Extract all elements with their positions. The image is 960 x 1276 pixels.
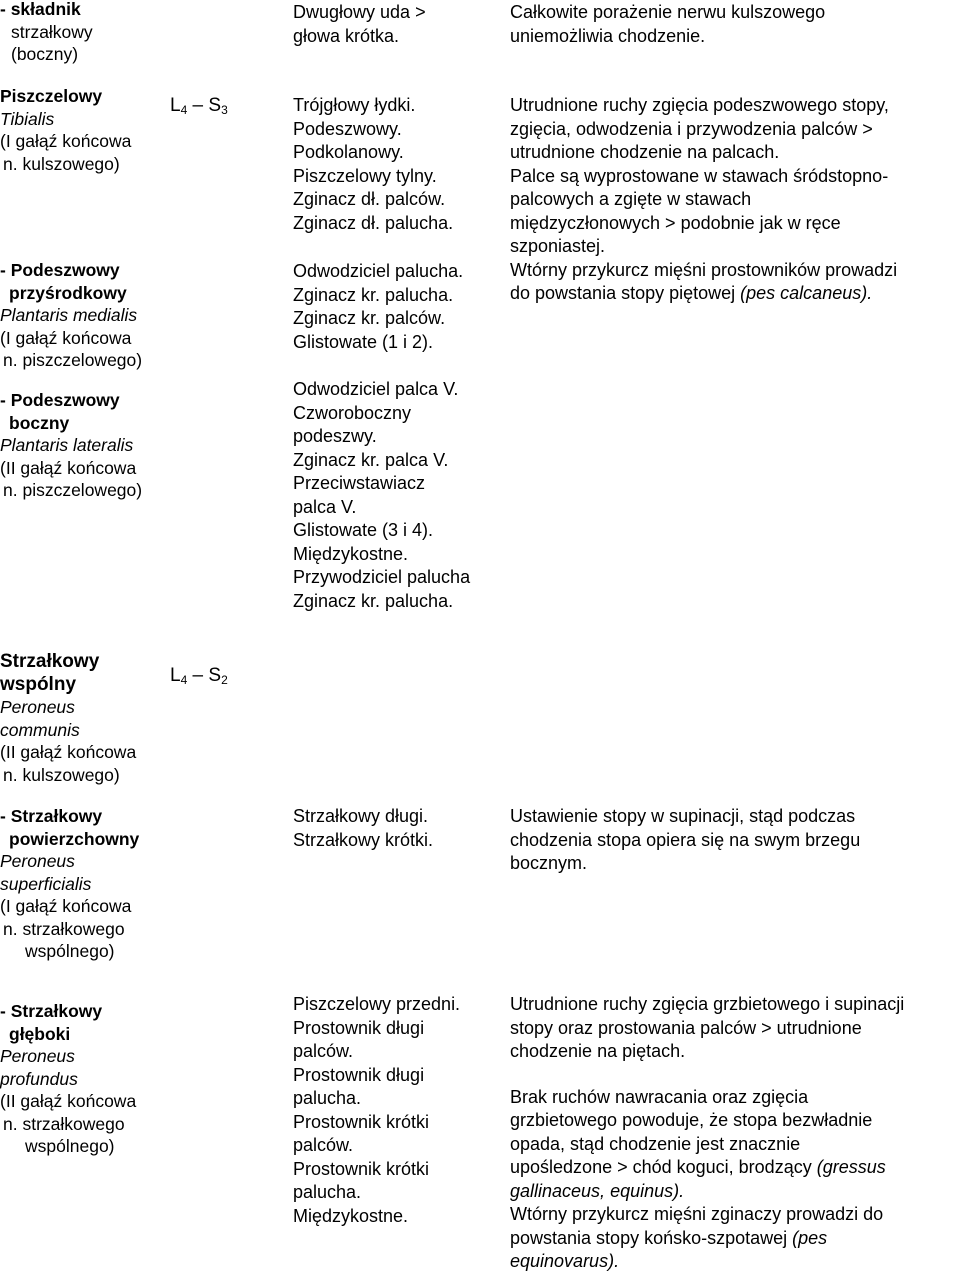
nerve-cell-deep-peroneal	[0, 1000, 136, 1158]
nerve-latin-name: Tibialis	[0, 108, 55, 129]
nerve-name-cont: głęboki	[9, 1023, 71, 1044]
nerve-latin-name: Plantaris lateralis	[0, 435, 134, 455]
nerve-name: - składnik	[0, 0, 81, 19]
muscle-item: Przywodziciel palucha	[293, 567, 471, 587]
nerve-name-cont: strzałkowy	[11, 21, 93, 42]
deficit-line: grzbietowego powoduje, że stopa bezwładnie	[510, 1110, 873, 1130]
nerve-origin-cont: wspólnego)	[25, 941, 115, 961]
muscle-item: Odwodziciel palucha.	[293, 261, 464, 281]
muscle-item: Dwugłowy uda >	[293, 2, 426, 22]
deficit-line: equinovarus).	[510, 1251, 620, 1271]
nerve-latin-name-cont: superficialis	[0, 873, 92, 894]
deficit-line: szponiastej.	[510, 236, 606, 256]
muscle-item: podeszwy.	[293, 426, 377, 446]
muscles-cell-lateral-plantar	[293, 378, 470, 613]
muscle-item: Zginacz kr. palucha.	[293, 284, 454, 305]
segment-label: $L_4 - S_3$	[170, 95, 228, 117]
deficit-line: Palce są wyprostowane w stawach śródstopno-	[510, 165, 889, 186]
muscle-item: Glistowate (3 i 4).	[293, 520, 434, 540]
deficit-line: Brak ruchów nawracania oraz zgięcia	[510, 1086, 809, 1107]
deficit-line: Całkowite porażenie nerwu kulszowego	[510, 2, 826, 22]
muscle-item: Prostownik krótki	[293, 1111, 430, 1132]
muscle-item: Odwodziciel palca V.	[293, 379, 459, 399]
deficit-line: stopy oraz prostowania palców > utrudnione	[510, 1017, 862, 1038]
nerve-origin: (II gałąź końcowa	[0, 1091, 137, 1111]
deficit-line: utrudnione chodzenie na palcach.	[510, 142, 780, 162]
deficit-line: zgięcia, odwodzenia i przywodzenia palców >	[510, 118, 873, 139]
segment-label: $L_4 - S_2$	[170, 665, 228, 687]
muscle-item: Piszczelowy przedni.	[293, 994, 461, 1014]
muscle-item: Przeciwstawiacz	[293, 473, 426, 493]
muscle-item: palca V.	[293, 496, 357, 517]
nerve-cell-medial-plantar	[0, 259, 142, 372]
muscle-item: Podkolanowy.	[293, 142, 404, 162]
nerve-latin-name-cont: communis	[0, 719, 80, 740]
deficit-line: Wtórny przykurcz mięśni zginaczy prowadzi do	[510, 1204, 884, 1224]
nerve-latin-name: Peroneus	[0, 851, 75, 871]
nerve-origin: (II gałąź końcowa	[0, 742, 137, 762]
nerve-origin-cont: n. kulszowego)	[3, 153, 120, 174]
muscle-item: Prostownik długi	[293, 1017, 425, 1038]
nerve-origin: (I gałąź końcowa	[0, 896, 132, 916]
deficit-line: Utrudnione ruchy zgięcia grzbietowego i supinacji	[510, 994, 905, 1014]
deficit-line: chodzenia stopa opiera się na swym brzegu	[510, 829, 861, 850]
muscle-item: Zginacz dł. palucha.	[293, 212, 454, 233]
muscle-item: Piszczelowy tylny.	[293, 165, 437, 186]
muscle-item: Zginacz kr. palca V.	[293, 449, 449, 470]
deficit-line: opada, stąd chodzenie jest znacznie	[510, 1133, 801, 1154]
nerve-origin-cont: n. piszczelowego)	[3, 480, 143, 500]
muscle-item: Trójgłowy łydki.	[293, 95, 416, 115]
nerve-origin-cont: n. strzałkowego	[3, 1113, 125, 1134]
muscle-item: Podeszwowy.	[293, 118, 402, 139]
muscles-cell-lateral-component	[293, 1, 426, 48]
deficit-line: międzyczłonowych > podobnie jak w ręce	[510, 212, 841, 233]
deficit-line: gallinaceus, equinus).	[510, 1180, 685, 1201]
muscles-cell-deep-peroneal	[293, 993, 460, 1228]
muscle-item: Zginacz kr. palucha.	[293, 590, 454, 611]
muscle-item: Glistowate (1 i 2).	[293, 331, 434, 352]
segment-cell-tibial	[170, 94, 228, 117]
muscles-cell-tibial	[293, 94, 453, 235]
nerve-origin: (II gałąź końcowa	[0, 457, 137, 478]
muscle-item: głowa krótka.	[293, 25, 400, 46]
muscle-item: palucha.	[293, 1088, 362, 1108]
deficit-line: palcowych a zgięte w stawach	[510, 189, 752, 209]
muscle-item: Prostownik krótki	[293, 1158, 430, 1179]
muscle-item: palców.	[293, 1041, 354, 1061]
nerve-name-cont: powierzchowny	[9, 828, 140, 849]
deficit-line: upośledzone > chód koguci, brodzący (gressus	[510, 1157, 886, 1177]
muscle-item: Prostownik długi	[293, 1064, 425, 1085]
nerve-name-cont: boczny	[9, 412, 70, 433]
deficit-line: do powstania stopy piętowej (pes calcaneus).	[510, 283, 873, 303]
nerve-name: Piszczelowy	[0, 86, 103, 106]
deficit-line: Utrudnione ruchy zgięcia podeszwowego stopy,	[510, 95, 889, 115]
muscle-item: Międzykostne.	[293, 543, 409, 564]
nerve-name-cont: przyśrodkowy	[9, 282, 127, 303]
nerve-name: - Podeszwowy	[0, 260, 120, 280]
nerve-latin-name: Peroneus	[0, 1046, 75, 1066]
deficit-line: powstania stopy końsko-szpotawej (pes	[510, 1227, 828, 1248]
muscles-cell-medial-plantar	[293, 260, 463, 354]
nerve-name: Strzałkowy	[0, 651, 100, 672]
deficit-cell-superficial-peroneal	[510, 805, 860, 876]
nerve-cell-lateral-component	[0, 0, 93, 66]
nerve-origin-cont: n. piszczelowego)	[3, 350, 143, 370]
nerve-cell-superficial-peroneal	[0, 805, 139, 963]
segment-cell-common-peroneal	[170, 664, 228, 687]
muscles-cell-superficial-peroneal	[293, 805, 433, 852]
muscle-item: Strzałkowy długi.	[293, 806, 429, 826]
paragraph-gap	[510, 1064, 904, 1086]
nerve-origin: (I gałąź końcowa	[0, 131, 132, 151]
deficit-line: bocznym.	[510, 853, 588, 873]
deficit-line: Ustawienie stopy w supinacji, stąd podczas	[510, 806, 856, 826]
nerve-cell-tibial	[0, 85, 131, 175]
muscle-item: palców.	[293, 1135, 354, 1155]
deficit-line: uniemożliwia chodzenie.	[510, 25, 706, 46]
nerve-origin-cont: n. kulszowego)	[3, 764, 120, 785]
deficit-line: Wtórny przykurcz mięśni prostowników prowadzi	[510, 259, 898, 280]
muscle-item: Strzałkowy krótki.	[293, 829, 434, 850]
nerve-cell-common-peroneal	[0, 651, 136, 786]
deficit-cell-tibial	[510, 94, 897, 306]
nerve-name: - Strzałkowy	[0, 1001, 103, 1021]
nerve-latin-name-cont: profundus	[0, 1068, 78, 1089]
deficit-cell-deep-peroneal	[510, 993, 904, 1274]
nerve-name: - Podeszwowy	[0, 390, 120, 410]
nerve-latin-name: Plantaris medialis	[0, 305, 138, 325]
nerve-origin-cont: wspólnego)	[25, 1136, 115, 1156]
muscle-item: Czworoboczny	[293, 402, 412, 423]
muscle-item: Zginacz kr. palców.	[293, 308, 446, 328]
nerve-qualifier: (boczny)	[11, 44, 79, 64]
nerve-name: - Strzałkowy	[0, 806, 103, 826]
nerve-cell-lateral-plantar	[0, 389, 142, 502]
deficit-cell-lateral-component	[510, 1, 825, 48]
deficit-line: chodzenie na piętach.	[510, 1041, 686, 1061]
muscle-item: Zginacz dł. palców.	[293, 189, 446, 209]
nerve-origin-cont: n. strzałkowego	[3, 918, 125, 939]
muscle-item: Międzykostne.	[293, 1205, 409, 1226]
nerve-origin: (I gałąź końcowa	[0, 327, 132, 348]
muscle-item: palucha.	[293, 1182, 362, 1202]
nerve-name-cont: wspólny	[0, 673, 77, 695]
nerve-latin-name: Peroneus	[0, 697, 75, 717]
